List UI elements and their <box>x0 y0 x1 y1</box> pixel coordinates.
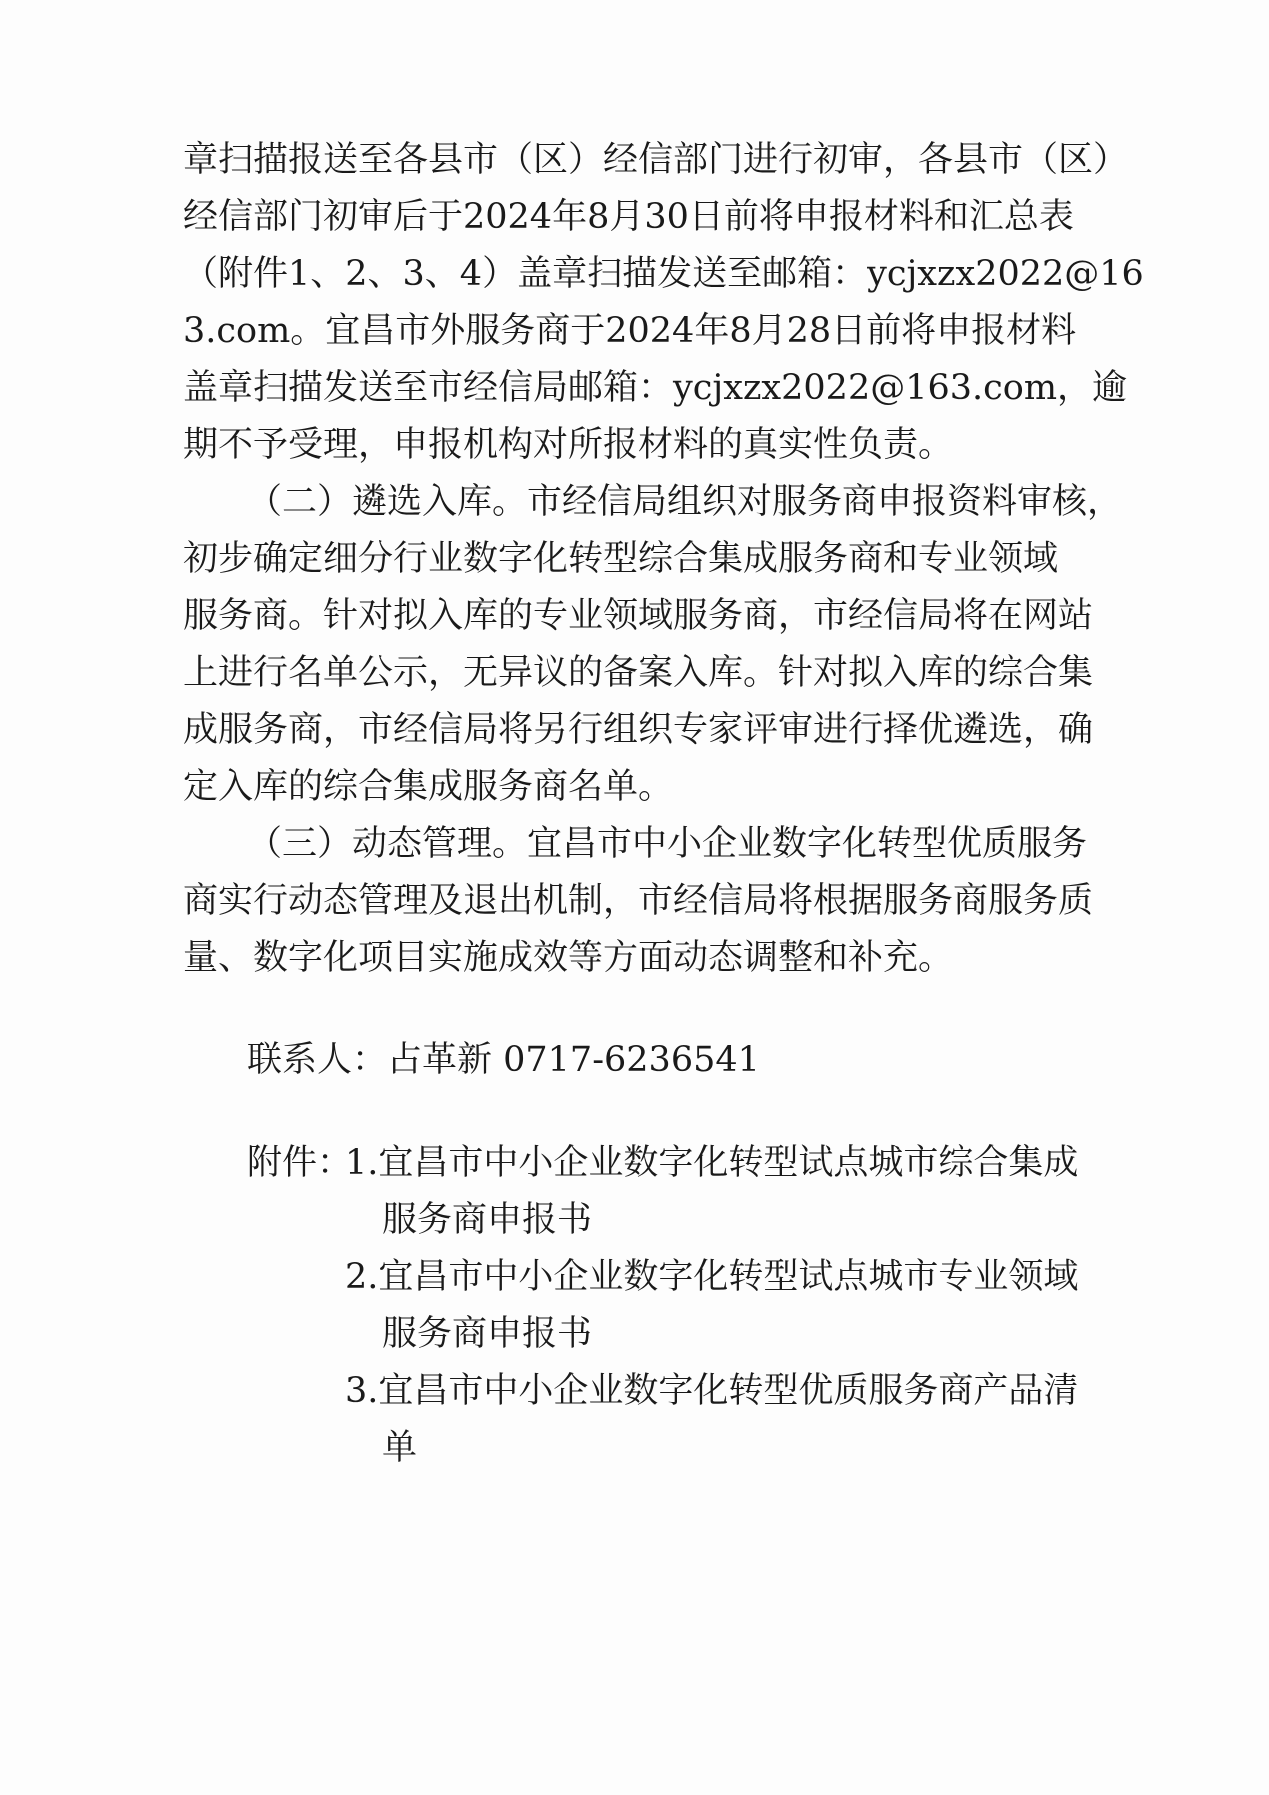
text-line: 商实行动态管理及退出机制，市经信局将根据服务商服务质 <box>183 881 1094 921</box>
text-line: 期不予受理，申报机构对所报材料的真实性负责。 <box>183 425 954 465</box>
attachment-item-continuation: 服务商申报书 <box>382 1200 593 1240</box>
text-line: 初步确定细分行业数字化转型综合集成服务商和专业领域 <box>183 539 1059 579</box>
text-line: （二）遴选入库。市经信局组织对服务商申报资料审核， <box>247 482 1123 522</box>
text-line: 定入库的综合集成服务商名单。 <box>183 767 674 807</box>
text-line: 上进行名单公示，无异议的备案入库。针对拟入库的综合集 <box>183 653 1094 693</box>
text-line: （附件1、2、3、4）盖章扫描发送至邮箱：ycjxzx2022@16 <box>183 254 1144 294</box>
text-line: 经信部门初审后于2024年8月30日前将申报材料和汇总表 <box>183 197 1074 237</box>
text-line: 盖章扫描发送至市经信局邮箱：ycjxzx2022@163.com，逾 <box>183 368 1128 408</box>
text-line: 章扫描报送至各县市（区）经信部门进行初审，各县市（区） <box>183 140 1129 180</box>
text-line: 3.com。宜昌市外服务商于2024年8月28日前将申报材料 <box>183 311 1077 351</box>
text-line: 成服务商，市经信局将另行组织专家评审进行择优遴选，确 <box>183 710 1094 750</box>
text-line: （三）动态管理。宜昌市中小企业数字化转型优质服务 <box>247 824 1088 864</box>
attachment-item: 2.宜昌市中小企业数字化转型试点城市专业领域 <box>345 1257 1079 1297</box>
attachment-item: 1.宜昌市中小企业数字化转型试点城市综合集成 <box>345 1143 1079 1183</box>
attachments-label: 附件： <box>247 1143 353 1183</box>
attachment-item-continuation: 服务商申报书 <box>382 1314 593 1354</box>
text-line: 服务商。针对拟入库的专业领域服务商，市经信局将在网站 <box>183 596 1094 636</box>
attachment-item-continuation: 单 <box>382 1428 418 1468</box>
attachment-item: 3.宜昌市中小企业数字化转型优质服务商产品清 <box>345 1371 1079 1411</box>
contact-person: 联系人：占革新 0717-6236541 <box>247 1040 760 1080</box>
text-line: 量、数字化项目实施成效等方面动态调整和补充。 <box>183 938 954 978</box>
